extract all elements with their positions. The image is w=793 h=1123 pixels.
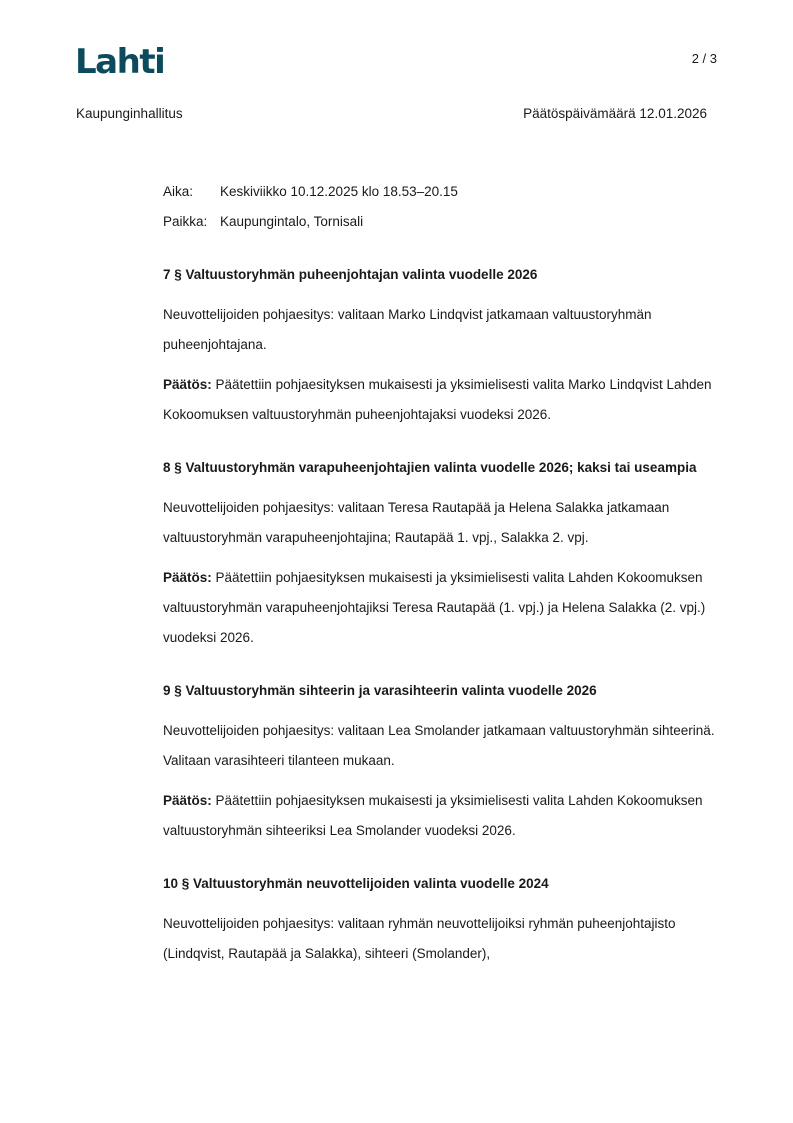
meta-time [163, 177, 733, 207]
section-title: 10 § Valtuustoryhmän neuvottelijoiden valinta vuodelle 2024 [163, 876, 549, 891]
section-title: 7 § Valtuustoryhmän puheenjohtajan valinta vuodelle 2026 [163, 267, 538, 282]
section-9 [163, 676, 733, 846]
time-value: Keskiviikko 10.12.2025 klo 18.53–20.15 [220, 184, 458, 199]
section-7 [163, 260, 733, 430]
place-value: Kaupungintalo, Tornisali [220, 214, 364, 229]
time-label: Aika: [163, 184, 194, 199]
section-title: 8 § Valtuustoryhmän varapuheenjohtajien valinta vuodelle 2026; kaksi tai useampia [163, 460, 697, 475]
section-proposal: Neuvottelijoiden pohjaesitys: valitaan Lea Smolander jatkamaan valtuustoryhmän sihteerinä. Valitaan varasihteeri tilanteen mukaan. [163, 723, 715, 768]
decision-text: Päätettiin pohjaesityksen mukaisesti ja yksimielisesti valita Marko Lindqvist Lahden Kokoomuksen valtuustoryhmän puheenjohtajaksi vuodeksi 2026. [163, 377, 712, 422]
section-proposal: Neuvottelijoiden pohjaesitys: valitaan Marko Lindqvist jatkamaan valtuustoryhmän puheenjohtajana. [163, 307, 652, 352]
decision-label: Päätös: [163, 377, 212, 392]
minutes-content [163, 177, 733, 969]
section-proposal: Neuvottelijoiden pohjaesitys: valitaan ryhmän neuvottelijoiksi ryhmän puheenjohtajisto (Lindqvist, Rautapää ja Salakka), sihteeri (Smolander), [163, 916, 676, 961]
section-decision [163, 786, 733, 846]
section-decision [163, 563, 733, 653]
section-10 [163, 869, 733, 969]
decision-label: Päätös: [163, 793, 212, 808]
place-label: Paikka: [163, 214, 208, 229]
section-decision [163, 370, 733, 430]
document-body: Kaupunginhallitus [76, 106, 183, 121]
section-title: 9 § Valtuustoryhmän sihteerin ja varasihteerin valinta vuodelle 2026 [163, 683, 597, 698]
decision-label: Päätös: [163, 570, 212, 585]
page-number: 2 / 3 [691, 51, 717, 66]
decision-text: Päätettiin pohjaesityksen mukaisesti ja yksimielisesti valita Lahden Kokoomuksen valtuustoryhmän varapuheenjohtajiksi Teresa Rautapää (1. vpj.) ja Helena Salakka (2. vpj.) vuodeksi 2026. [163, 570, 706, 645]
decision-text: Päätettiin pohjaesityksen mukaisesti ja yksimielisesti valita Lahden Kokoomuksen valtuustoryhmän sihteeriksi Lea Smolander vuodeksi 2026. [163, 793, 703, 838]
lahti-logo: Lahti [75, 42, 165, 82]
section-8 [163, 453, 733, 653]
section-proposal: Neuvottelijoiden pohjaesitys: valitaan Teresa Rautapää ja Helena Salakka jatkamaan valtuustoryhmän varapuheenjohtajina; Rautapää 1. vpj., Salakka 2. vpj. [163, 500, 670, 545]
decision-date: Päätöspäivämäärä 12.01.2026 [523, 106, 707, 121]
meta-place [163, 207, 733, 237]
